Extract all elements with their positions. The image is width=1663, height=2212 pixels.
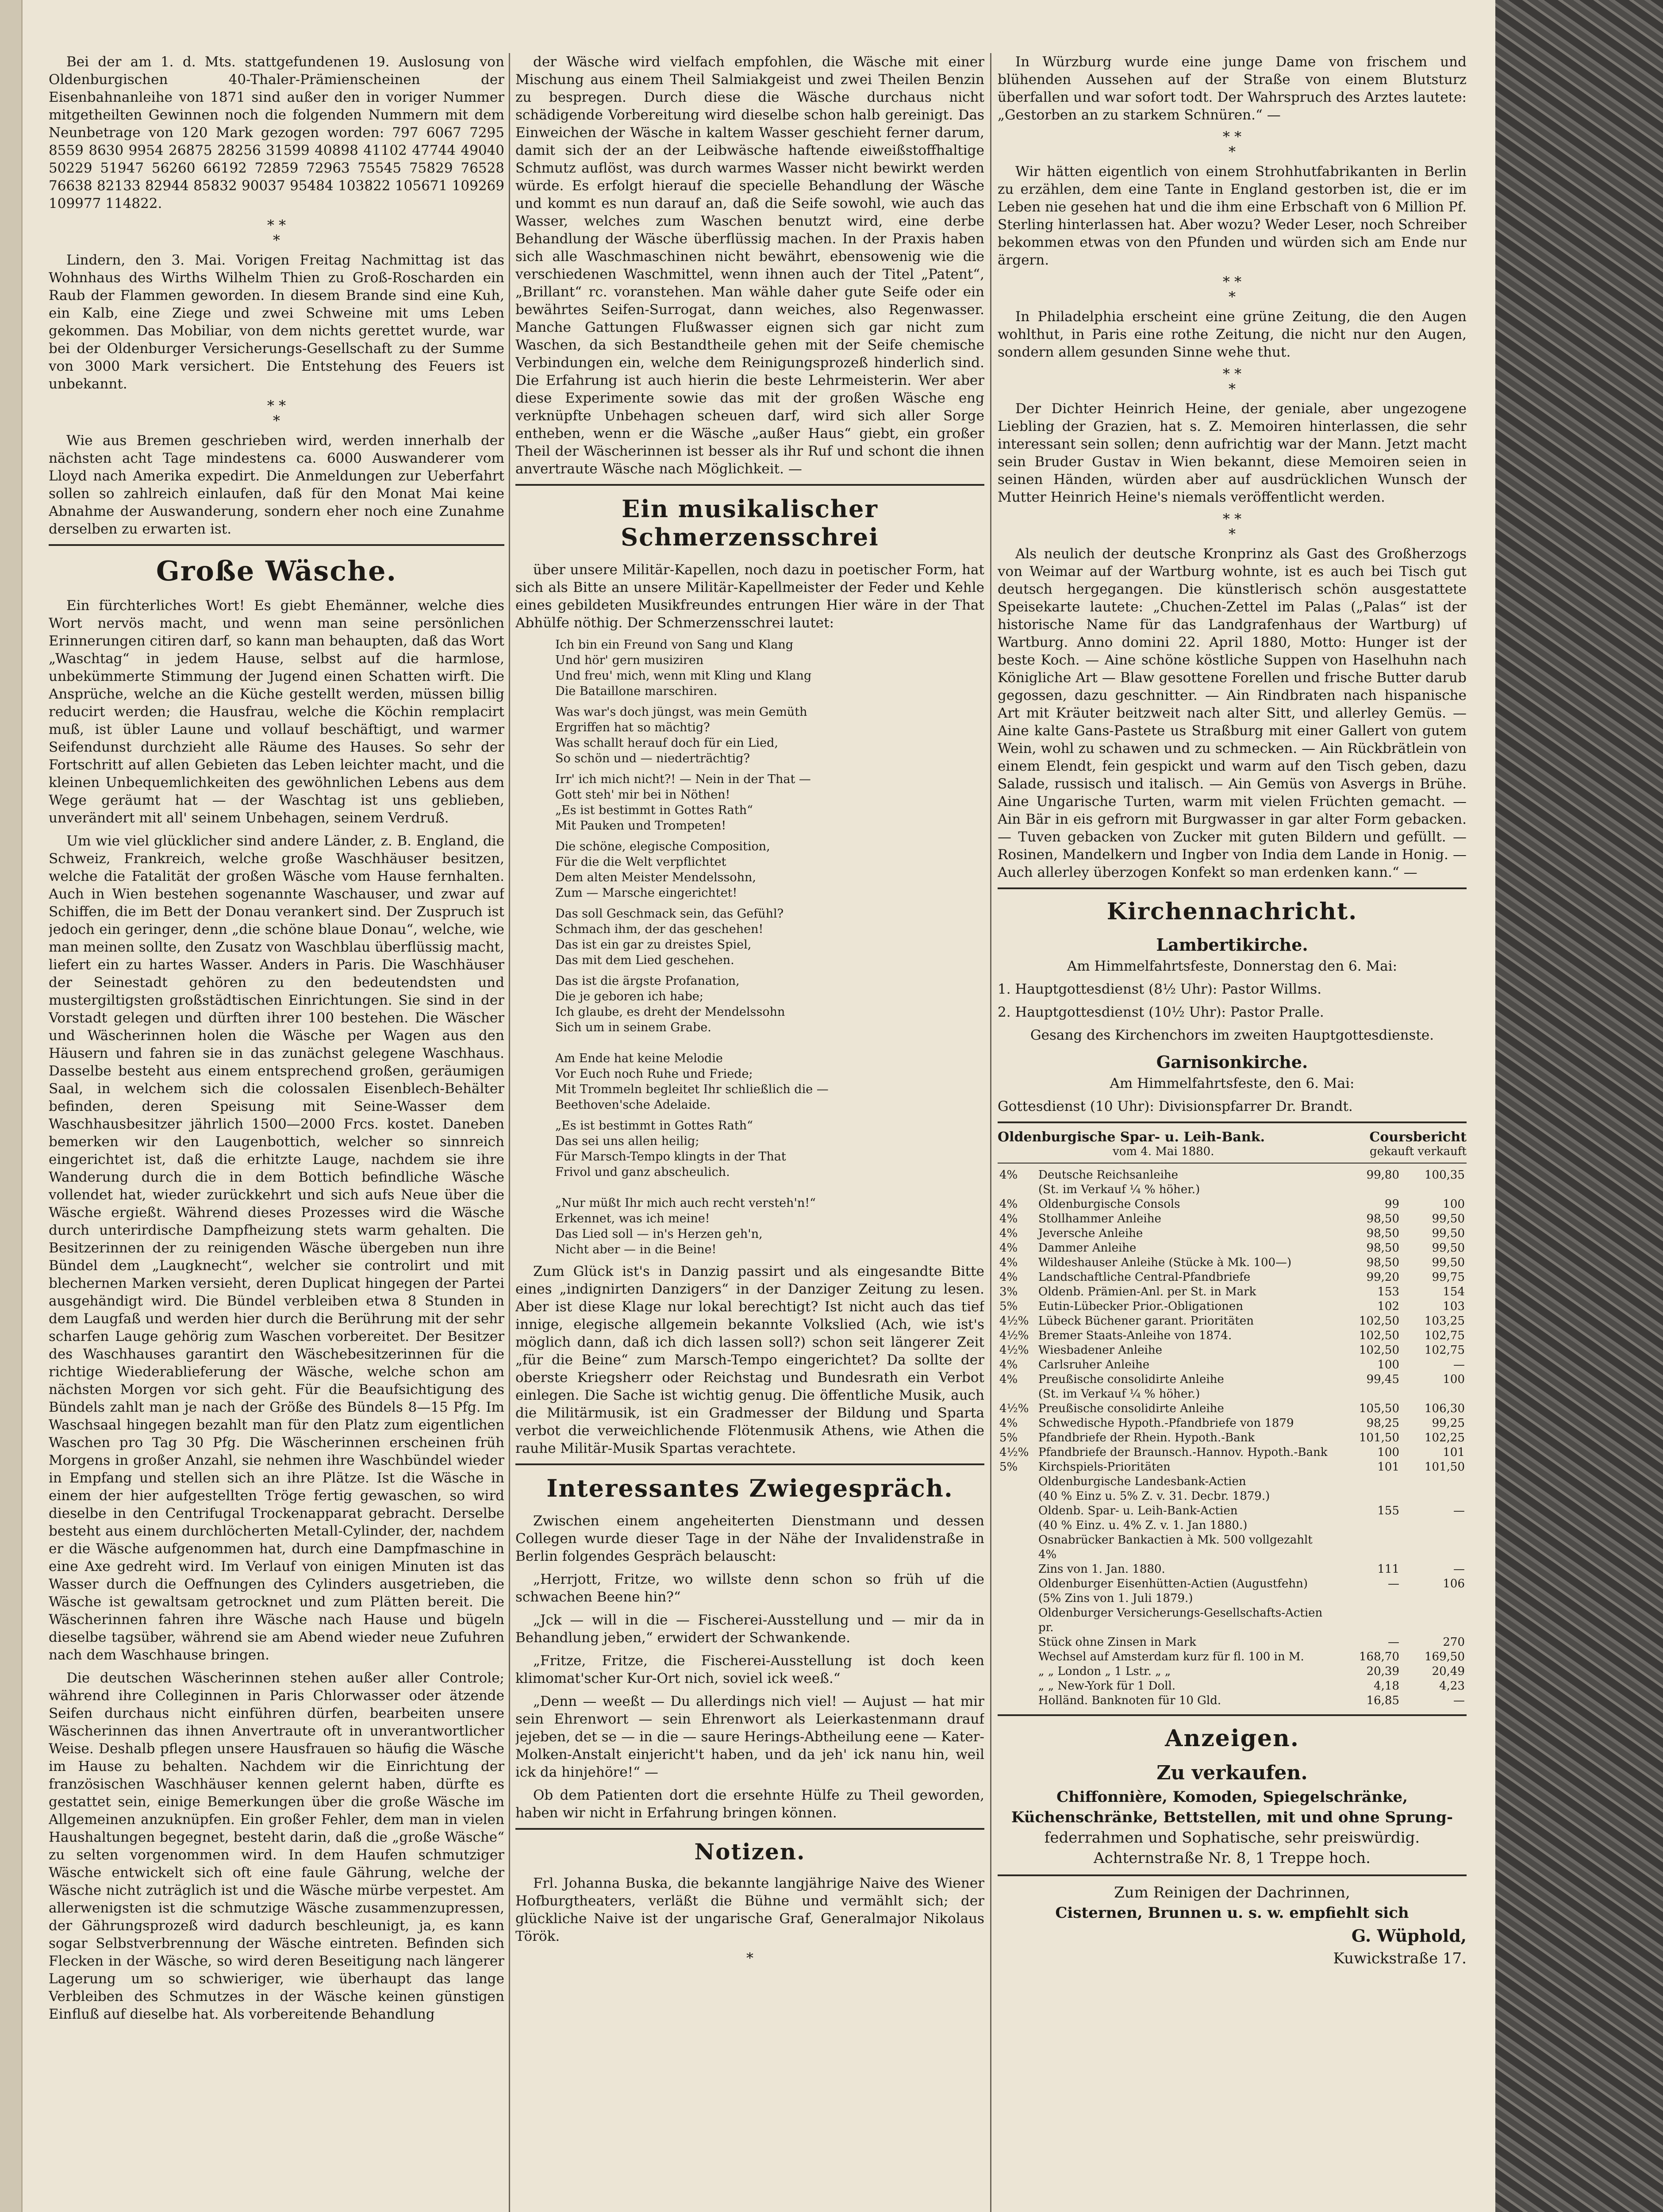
rate-percent: 4%: [999, 1212, 1018, 1225]
rate-percent: [998, 1650, 1037, 1664]
rate-bought: 99,80: [1366, 1168, 1399, 1182]
rate-bought: [1336, 1387, 1401, 1402]
rates-row: [998, 1241, 1467, 1256]
rates-row: [998, 1256, 1467, 1270]
rate-security: Wiesbadener Anleihe: [1038, 1344, 1162, 1357]
rate-sold: [1401, 1518, 1467, 1533]
separator-stars: * * *: [1222, 273, 1242, 305]
rate-percent: 4%: [999, 1241, 1018, 1255]
rate-bought: —: [1388, 1577, 1399, 1590]
rate-percent: [998, 1475, 1037, 1489]
rate-security: Pfandbriefe der Braunsch.-Hannov. Hypoth.-Bank: [1038, 1446, 1328, 1459]
rate-percent: 4½%: [999, 1402, 1029, 1415]
news-item: Als neulich der deutsche Kronprinz als Gast des Großherzogs von Weimar auf der Wartburg wohnte, ist es auch bei Tisch gut deutsch hergegangen. Die künstlerisch schön ausgestattete Speisekarte lautete: „Chuchen-Zettel im Palas („Palas“ ist der historische Name für das Landgrafenhaus der Wartburg) uf Wartburg. Anno domini 22. April 1880, Motto: Hunger ist der beste Koch. — Aine schöne köstliche Suppen von Haselhuhn nach Königliche Art — Blaw gesottene Forellen und frische Butter darub gegossen, dazu geschnitter. — Ain Rindbraten nach hispanische Art mit Kräuter beitzweit nach alter Sitt, und allerley Gemüs. — Aine kalte Gans-Pastete us Straßburg mit einer Gallert von gutem Wein, wohl zu schawen und zu schmecken. — Ain Rückbrätlein von einem Elendt, fein gespickt und warm auf den Tisch geben, dazu Salade, russisch und italisch. — Ain Gemüs von Asvergs in Brühe. Aine Ungarische Turten, warm mit vielen Früchten gemacht. — Ain Bär in eis gefrorn mit Burgwasser in gar alter Form gebacken. — Tuven gebacken von Zucker mit guten Bildern und gefüllt. — Rosinen, Mandelkern und Ingber von India dem Lande in Honig. — Auch allerley überzogen Konfekt so man erdenken kann.“ —: [998, 546, 1467, 880]
rates-row: [998, 1358, 1467, 1372]
section-rule: [515, 1828, 984, 1830]
rate-sold: 100: [1443, 1373, 1465, 1386]
article-paragraph: Ob dem Patienten dort die ersehnte Hülfe zu Theil geworden, haben wir nicht in Erfahrung bringen können.: [515, 1787, 984, 1821]
section-rule: [998, 1874, 1467, 1876]
service-line: 2. Hauptgottesdienst (10½ Uhr): Pastor Pralle.: [998, 1004, 1324, 1020]
section-rule: [49, 544, 504, 546]
rate-bought: 102,50: [1359, 1314, 1399, 1328]
church-name: Lambertikirche.: [1156, 935, 1308, 955]
rate-security: Stollhammer Anleihe: [1038, 1212, 1161, 1225]
rate-sold: 102,75: [1425, 1344, 1465, 1357]
article-paragraph: Zwischen einem angeheiterten Dienstmann und dessen Collegen wurde dieser Tage in der Nähe der Invalidenstraße in Berlin folgendes Gespräch belauscht:: [515, 1513, 984, 1564]
rate-security: Eutin-Lübecker Prior.-Obligationen: [1038, 1300, 1243, 1313]
rates-table: [998, 1168, 1467, 1708]
rate-bought: [1336, 1518, 1401, 1533]
poem-stanza: Das soll Geschmack sein, das Gefühl? Schmach ihm, der das geschehen! Das ist ein gar zu dreistes Spiel, Das mit dem Lied geschehen.: [555, 907, 784, 967]
rate-security: Dammer Anleihe: [1038, 1241, 1137, 1255]
rate-bought: 111: [1377, 1563, 1399, 1576]
emigration-report: Wie aus Bremen geschrieben wird, werden innerhalb der nächsten acht Tage mindestens ca. 6000 Auswanderer vom Lloyd nach Amerika expedirt. Die Anmeldungen zur Ueberfahrt sollen so zahlreich einlaufen, daß für den Monat Mai keine Abnahme der Auswanderung, sondern eher noch eine Zunahme derselben zu erwarten ist.: [49, 433, 504, 537]
rate-security: Kirchspiels-Prioritäten: [1038, 1460, 1171, 1474]
rate-security: „ „ New-York für 1 Doll.: [1038, 1679, 1176, 1693]
ad-text: Cisternen, Brunnen u. s. w. empfiehlt sich: [1055, 1904, 1409, 1922]
rate-percent: [998, 1533, 1037, 1562]
rate-percent: 4½%: [999, 1329, 1029, 1342]
article-paragraph: „Fritze, Fritze, die Fischerei-Ausstellung ist doch keen klimomat'scher Kur-Ort nich, soviel ick weeß.“: [515, 1653, 984, 1686]
poem-stanza: Irr' ich mich nicht?! — Nein in der That — Gott steh' mir bei in Nöthen! „Es ist bestimmt in Gottes Rath“ Mit Pauken und Trompeten!: [555, 772, 811, 833]
rates-row: [998, 1664, 1467, 1679]
rate-security: „ „ London „ 1 Lstr. „ „: [1038, 1665, 1171, 1678]
poem-stanza: Die schöne, elegische Composition, Für die die Welt verpflichtet Dem alten Meister Mendelssohn, Zum — Marsche eingerichtet!: [555, 840, 770, 900]
rate-sold: 99,25: [1432, 1417, 1465, 1430]
rate-percent: 4%: [999, 1256, 1018, 1269]
rates-row: [998, 1372, 1467, 1387]
rate-security: Wechsel auf Amsterdam kurz für fl. 100 in M.: [1038, 1650, 1304, 1663]
rate-sold: [1401, 1387, 1467, 1402]
service-line: Gottesdienst (10 Uhr): Divisionspfarrer Dr. Brandt.: [998, 1098, 1353, 1114]
news-item: Wir hätten eigentlich von einem Strohhutfabrikanten in Berlin zu erzählen, dem eine Tante in England gestorben ist, die er im Leben nie gesehen hat und die ihm eine Erbschaft von 6 Million Pf. Sterling hinterlassen hat. Aber wozu? Weder Leser, noch Schreiber bekommen etwas von den Pfunden und würden sich am Ende nur ärgern.: [998, 164, 1467, 268]
rates-row: [998, 1431, 1467, 1445]
rate-bought: 153: [1377, 1285, 1399, 1298]
rate-bought: [1336, 1606, 1401, 1635]
rate-security: (St. im Verkauf ¼ % höher.): [1038, 1183, 1200, 1196]
ad-text: federrahmen und Sophatische, sehr preiswürdig.: [1044, 1829, 1420, 1847]
article-title: Ein musikalischer Schmerzensschrei: [621, 495, 879, 551]
news-item: Der Dichter Heinrich Heine, der geniale, aber ungezogene Liebling der Grazien, hat s. Z. Memoiren hinterlassen, die sehr interessant sein sollen; denn aufrichtig war der Mann. Jetzt macht sein Bruder Gustav in Wien bekannt, diese Memoiren seien in seinen Händen, würden aber auf ausdrücklichen Wunsch der Mutter Heinrich Heine's niemals veröffentlicht werden.: [998, 401, 1467, 505]
rate-sold: 99,50: [1432, 1241, 1465, 1255]
rate-percent: [998, 1504, 1037, 1518]
rates-row: [998, 1504, 1467, 1518]
rate-bought: 102,50: [1359, 1344, 1399, 1357]
rate-bought: 20,39: [1366, 1665, 1399, 1678]
rate-sold: 101: [1443, 1446, 1465, 1459]
article-paragraph: „Denn — weeßt — Du allerdings nich viel! — Aujust — hat mir sein Ehrenwort — sein Ehrenwort als Leierkastenmann drauf jejeben, det se — in die — saure Herings-Abtheilung eene — Kater-Molken-Anstalt einjericht't haben, und da jeh' ick nanu hin, weil ick da hinjehöre!“ —: [515, 1694, 984, 1780]
rate-bought: 98,25: [1366, 1417, 1399, 1430]
rate-percent: [998, 1664, 1037, 1679]
rate-sold: 100: [1443, 1198, 1465, 1211]
rate-sold: 169,50: [1425, 1650, 1465, 1663]
rate-percent: [998, 1606, 1037, 1635]
article-paragraph: Ein fürchterliches Wort! Es giebt Ehemänner, welche dies Wort nervös macht, und wenn man seine persönlichen Erinnerungen citiren darf, so kann man behaupten, daß das Wort „Waschtag“ in jedem Hause, selbst auf die harmlose, unbekümmerte Stimmung der Jugend einen Schatten wirft. Die Ansprüche, welche an die Küche gestellt werden, müssen billig reducirt werden; die Hausfrau, welche die Köchin remplacirt muß, ist übler Laune und vollauf beschäftigt, und warmer Seifendunst durchzieht alle Räume des Hauses. So sehr der Fortschritt auf allen Gebieten das Leben leichter macht, und die kleinen Unbequemlichkeiten des gewöhnlichen Lebens aus dem Wege geräumt hat — der Waschtag ist uns geblieben, unverändert mit all' seinem Unbehagen, seinem Verdruß.: [49, 598, 504, 826]
rate-bought: 98,50: [1366, 1256, 1399, 1269]
rate-percent: 5%: [999, 1460, 1018, 1474]
rate-percent: [998, 1635, 1037, 1650]
rate-bought: [1336, 1489, 1401, 1504]
rate-sold: 4,23: [1439, 1679, 1465, 1693]
lottery-notice: Bei der am 1. d. Mts. stattgefundenen 19. Auslosung von Oldenburgischen 40-Thaler-Prämienscheinen der Eisenbahnanleihe von 1871 sind außer den in voriger Nummer mitgetheilten Gewinnen noch die folgenden Nummern mit dem Neunbetrage von 120 Mark gezogen worden: 797 6067 7295 8559 8630 9954 26875 28256 31599 40898 41102 47744 49040 50229 51947 56260 66192 72859 72963 75545 75829 76528 76638 82133 82944 85832 90037 95484 103822 105671 109269 109977 114822.: [49, 54, 504, 211]
rate-sold: 99,50: [1432, 1212, 1465, 1225]
rate-percent: [998, 1183, 1037, 1197]
rate-bought: 99,45: [1366, 1373, 1399, 1386]
rate-percent: [998, 1694, 1037, 1708]
rate-bought: 99: [1384, 1198, 1399, 1211]
rates-row: [998, 1475, 1467, 1489]
rate-sold: 154: [1443, 1285, 1465, 1298]
rates-row: [998, 1387, 1467, 1402]
rate-percent: [998, 1562, 1037, 1577]
section-rule: [515, 484, 984, 486]
section-title: Kirchennachricht.: [1106, 898, 1358, 925]
rate-security: Preußische consolidirte Anleihe: [1038, 1402, 1224, 1415]
rate-bought: 98,50: [1366, 1227, 1399, 1240]
column-divider: [509, 53, 510, 2212]
rate-percent: 4%: [999, 1168, 1018, 1182]
rate-security: Jeversche Anleihe: [1038, 1227, 1143, 1240]
rates-row: [998, 1402, 1467, 1416]
rate-bought: [1336, 1533, 1401, 1562]
rate-sold: —: [1453, 1563, 1465, 1576]
rate-sold: [1401, 1475, 1467, 1489]
rate-percent: [998, 1679, 1037, 1694]
rate-security: Landschaftliche Central-Pfandbriefe: [1038, 1271, 1251, 1284]
rates-rule: [998, 1163, 1467, 1164]
rates-row: [998, 1329, 1467, 1343]
column-3: [998, 53, 1467, 1969]
rate-percent: 4½%: [999, 1314, 1029, 1328]
column-divider: [990, 53, 991, 2212]
rate-sold: 99,75: [1432, 1271, 1465, 1284]
article-title: Große Wäsche.: [156, 555, 397, 587]
news-item: In Würzburg wurde eine junge Dame von frischem und blühenden Aussehen auf der Straße von einem Blutsturz überfallen und war sofort todt. Der Wahrspruch des Arztes lautete: „Gestorben an zu starkem Schnüren.“ —: [998, 54, 1467, 123]
rates-header: [998, 1129, 1467, 1145]
rate-percent: 4½%: [999, 1446, 1029, 1459]
rate-bought: 4,18: [1374, 1679, 1399, 1693]
rate-percent: 5%: [999, 1300, 1018, 1313]
rate-sold: —: [1453, 1358, 1465, 1371]
rate-percent: 4%: [999, 1373, 1018, 1386]
rate-sold: 20,49: [1432, 1665, 1465, 1678]
ad-text: Küchenschränke, Bettstellen, mit und ohne Sprung-: [1011, 1809, 1453, 1826]
rates-row: [998, 1679, 1467, 1694]
rates-row: [998, 1197, 1467, 1212]
article-title: Notizen.: [694, 1839, 806, 1865]
marbled-binding: [1495, 0, 1663, 2212]
rate-percent: 5%: [999, 1431, 1018, 1444]
separator-stars: * * *: [1222, 365, 1242, 397]
rate-sold: [1401, 1606, 1467, 1635]
column-2: [515, 53, 984, 1969]
news-item: In Philadelphia erscheint eine grüne Zeitung, die den Augen wohlthut, in Paris eine rothe Zeitung, die nicht nur den Augen, sondern allem gesunden Sinne wehe thut.: [998, 309, 1467, 360]
rate-percent: [998, 1387, 1037, 1402]
rates-row: [998, 1445, 1467, 1460]
rate-percent: [998, 1577, 1037, 1591]
article-paragraph: Frl. Johanna Buska, die bekannte langjährige Naive des Wiener Hofburgtheaters, verläßt die Bühne und vermählt sich; der glückliche Naive ist der ungarische Graf, Generalmajor Nikolaus Török.: [515, 1875, 984, 1944]
rate-sold: —: [1453, 1694, 1465, 1707]
rates-row: [998, 1270, 1467, 1285]
poem-stanza: Ich bin ein Freund von Sang und Klang Und hör' gern musiziren Und freu' mich, wenn mit Kling und Klang Die Bataillone marschiren.: [555, 638, 812, 698]
rate-bought: —: [1388, 1636, 1399, 1649]
separator-stars: * * *: [267, 397, 286, 429]
rate-percent: [998, 1518, 1037, 1533]
rate-percent: 4%: [999, 1271, 1018, 1284]
rate-percent: [998, 1489, 1037, 1504]
rate-security: Wildeshauser Anleihe (Stücke à Mk. 100—): [1038, 1256, 1292, 1269]
rates-columns: gekauft verkauft: [1370, 1145, 1467, 1158]
rate-bought: 101: [1377, 1460, 1399, 1474]
rate-security: Oldenb. Prämien-Anl. per St. in Mark: [1038, 1285, 1256, 1298]
section-rule: [998, 1714, 1467, 1716]
rate-sold: 103: [1443, 1300, 1465, 1313]
ad-text: Zum Reinigen der Dachrinnen,: [1114, 1884, 1350, 1901]
section-rule: [515, 1463, 984, 1465]
rate-sold: 99,50: [1432, 1256, 1465, 1269]
article-title: Interessantes Zwiegespräch.: [546, 1474, 953, 1502]
rate-sold: 103,25: [1425, 1314, 1465, 1328]
rate-security: Bremer Staats-Anleihe von 1874.: [1038, 1329, 1232, 1342]
article-paragraph: Zum Glück ist's in Danzig passirt und als eingesandte Bitte eines „indignirten Danzigers“ in der Danziger Zeitung zu lesen. Aber ist diese Klage nur lokal berechtigt? Ist nicht auch das tief innige, elegische allgemein bekannte Volkslied (Ach, wie ist's möglich dann, daß ich dich lassen soll?) schon seit längerer Zeit „für die Beine“ zum Marsch-Tempo eingerichtet? Da sollte der oberste Kriegsherr oder Reichstag und Bundesrath ein Verbot einlegen. Die Sache ist wichtig genug. Die öffentliche Musik, auch die Militärmusik, ist ein Gradmesser der Bildung und Sparta verbot die verweichlichende Flötenmusik Athens, wie Athen die rauhe Militär-Musik Spartas verachtete.: [515, 1263, 984, 1456]
ad-address: Achternstraße Nr. 8, 1 Treppe hoch.: [1094, 1849, 1371, 1867]
rate-security: Zins von 1. Jan. 1880.: [1038, 1563, 1165, 1576]
rates-row: [998, 1183, 1467, 1197]
separator-stars: * * *: [1222, 128, 1242, 160]
rate-security: Osnabrücker Bankactien à Mk. 500 vollgezahlt 4%: [1038, 1533, 1313, 1561]
article-paragraph: Die deutschen Wäscherinnen stehen außer aller Controle; während ihre Colleginnen in Paris Chlorwasser oder ätzende Seifen durchaus nicht einführen dürfen, bearbeiten unsere Wäscherinnen das ihnen Anvertraute oft in unverantwortlicher Weise. Deshalb pflegen unsere Hausfrauen so häufig die Wäsche im Hause zu behalten. Nachdem wir die Einrichtung der französischen Waschhäuser kennen gelernt haben, dürfte es gestattet sein, einige Bemerkungen über die große Wäsche im Allgemeinen anzuknüpfen. Ein großer Fehler, dem man in vielen Haushaltungen begegnet, besteht darin, daß die „große Wäsche“ zu selten vorgenommen wird. In dem Haufen schmutziger Wäsche entwickelt sich oft eine faule Gährung, welche der Wäsche nicht zuträglich ist und die Wäsche mürbe verpestet. Am allerwenigsten ist die schmutzige Wäsche zusammenzupressen, der Gährungsprozeß wird dadurch beschleunigt, ja, es kann sogar Selbstverbrennung der Wäsche eintreten. Befinden sich Flecken in der Wäsche, so wird deren Beseitigung nach längerer Lagerung um so schwieriger, wie überhaupt das lange Verbleiben des Schmutzes in der Wäsche keinen günstigen Einfluß auf dieselbe hat. Als vorbereitende Behandlung: [49, 1670, 504, 2022]
rates-row: [998, 1489, 1467, 1504]
article-paragraph: über unsere Militär-Kapellen, noch dazu in poetischer Form, hat sich als Bitte an unsere Militär-Kapellmeister der Feder und Kehle eines gebildeten Musikfreundes entrungen Hier wäre in der That Abhülfe nöthig. Der Schmerzensschrei lautet:: [515, 562, 984, 631]
rate-security: Schwedische Hypoth.-Pfandbriefe von 1879: [1038, 1417, 1294, 1430]
rates-row: [998, 1562, 1467, 1577]
rate-bought: 102,50: [1359, 1329, 1399, 1342]
rate-percent: 3%: [999, 1285, 1018, 1298]
rates-row: [998, 1577, 1467, 1591]
rates-title: Oldenburgische Spar- u. Leih-Bank.: [998, 1129, 1265, 1145]
rates-row: [998, 1650, 1467, 1664]
article-paragraph: „Jck — will in die — Fischerei-Ausstellung und — mir da in Behandlung jeben,“ erwidert der Schwankende.: [515, 1612, 984, 1646]
rate-bought: 105,50: [1359, 1402, 1399, 1415]
rates-row: [998, 1343, 1467, 1358]
service-date: Am Himmelfahrtsfeste, Donnerstag den 6. Mai:: [1067, 958, 1398, 974]
rate-sold: [1401, 1183, 1467, 1197]
fire-report: Lindern, den 3. Mai. Vorigen Freitag Nachmittag ist das Wohnhaus des Wirths Wilhelm Thien zu Groß-Roscharden ein Raub der Flammen geworden. In diesem Brande sind eine Kuh, ein Kalb, eine Ziege und zwei Schweine mit ums Leben gekommen. Das Mobiliar, von dem nichts gerettet wurde, war bei der Oldenburger Versicherungs-Gesellschaft zu der Summe von 3000 Mark versichert. Die Entstehung des Feuers ist unbekannt.: [49, 252, 504, 392]
section-rule: [998, 887, 1467, 889]
rate-percent: 4%: [999, 1417, 1018, 1430]
rate-sold: 270: [1443, 1636, 1465, 1649]
rate-bought: [1336, 1183, 1401, 1197]
rates-date: vom 4. Mai 1880.: [1113, 1145, 1214, 1158]
rates-row: [998, 1212, 1467, 1226]
rates-row: [998, 1168, 1467, 1183]
rates-row: [998, 1460, 1467, 1475]
rate-security: Oldenburger Eisenhütten-Actien (Augustfehn): [1038, 1577, 1308, 1590]
rates-subheader: [998, 1145, 1467, 1158]
rate-percent: 4½%: [999, 1344, 1029, 1357]
rate-sold: [1401, 1591, 1467, 1606]
rates-row: [998, 1285, 1467, 1299]
rate-security: Preußische consolidirte Anleihe: [1038, 1373, 1224, 1386]
rate-security: Pfandbriefe der Rhein. Hypoth.-Bank: [1038, 1431, 1255, 1444]
rate-percent: 4%: [999, 1198, 1018, 1211]
ad-heading: Zu verkaufen.: [1156, 1762, 1308, 1784]
rate-security: Deutsche Reichsanleihe: [1038, 1168, 1179, 1182]
rate-security: (40 % Einz u. 5% Z. v. 31. Decbr. 1879.): [1038, 1490, 1270, 1503]
rate-security: Oldenb. Spar- u. Leih-Bank-Actien: [1038, 1504, 1238, 1517]
rate-security: Oldenburgische Landesbank-Actien: [1038, 1475, 1246, 1488]
article-paragraph: der Wäsche wird vielfach empfohlen, die Wäsche mit einer Mischung aus einem Theil Salmiakgeist und zwei Theilen Benzin zu bespregen. Durch diese die Wäsche durchaus nicht schädigende Vorbereitung wird dieselbe schon halb gereinigt. Das Einweichen der Wäsche in kaltem Wasser geschieht ferner darum, damit sich der an der Leibwäsche haftende eiweißstoffhaltige Schmutz auflöst, was durch warmes Wasser nicht bewirkt werden würde. Es erfolgt hierauf die specielle Behandlung der Wäsche und kommt es nun darauf an, daß die Seife sowohl, wie auch das Wasser, welches zum Waschen benutzt wird, eine derbe Behandlung der Wäsche überflüssig machen. In der Praxis haben sich alle Waschmaschinen nicht bewährt, ebensowenig wie die verschiedenen Waschmittel, wenn ihnen auch der Titel „Patent“, „Brillant“ rc. voranstehen. Man wähle daher gute Seife oder ein bewährtes Seifen-Surrogat, dann weiches, also Regenwasser. Manche Gattungen Flußwasser eignen sich gar nicht zum Waschen, da sich Bestandtheile gehen mit der Seife chemische Verbindungen ein, welche dem Reinigungsprozeß hinderlich sind. Die Erfahrung ist auch hierin die beste Lehrmeisterin. Wer aber diese Experimente sowie das mit der großen Wäsche eng verknüpfte Unbehagen scheuen darf, wird sich aller Sorge entheben, wenn er die Wäsche „außer Haus“ giebt, ein großer Theil der Wäscherinnen ist besser als ihr Ruf und schont die ihnen anvertraute Wäsche nach Möglichkeit. —: [515, 54, 984, 477]
separator-stars: * * *: [1222, 511, 1242, 542]
rates-row: [998, 1518, 1467, 1533]
rate-security: Stück ohne Zinsen in Mark: [1038, 1636, 1196, 1649]
rate-bought: 100: [1377, 1446, 1399, 1459]
rate-bought: 101,50: [1359, 1431, 1399, 1444]
rate-security: Lübeck Büchener garant. Prioritäten: [1038, 1314, 1254, 1328]
rate-sold: 106,30: [1425, 1402, 1465, 1415]
previous-page-edge: [0, 0, 23, 2212]
rate-sold: 101,50: [1425, 1460, 1465, 1474]
rate-percent: 4%: [999, 1358, 1018, 1371]
rates-row: [998, 1416, 1467, 1431]
rate-percent: 4%: [999, 1227, 1018, 1240]
service-date: Am Himmelfahrtsfeste, den 6. Mai:: [1110, 1075, 1355, 1091]
rate-sold: 100,35: [1425, 1168, 1465, 1182]
poem-stanza: Das ist die ärgste Profanation, Die je geboren ich habe; Ich glaube, es dreht der Mendelssohn Sich um in seinem Grabe. Am Ende hat keine Melodie Vor Euch noch Ruhe und Friede; Mit Trommeln begleitet Ihr schließlich die — Beethoven'sche Adelaide.: [555, 974, 829, 1112]
rates-row: [998, 1226, 1467, 1241]
rate-sold: 106: [1443, 1577, 1465, 1590]
column-1: [49, 53, 504, 2028]
poem-stanza: Was war's doch jüngst, was mein Gemüth Ergriffen hat so mächtig? Was schallt herauf doch für ein Lied, So schön und — niederträchtig?: [555, 705, 807, 765]
rates-row: [998, 1533, 1467, 1562]
rates-row: [998, 1694, 1467, 1708]
rate-security: Oldenburgische Consols: [1038, 1198, 1180, 1211]
rate-bought: 155: [1377, 1504, 1399, 1517]
separator-stars: * * *: [267, 217, 286, 249]
rates-kind: Coursbericht: [1369, 1129, 1467, 1145]
rate-sold: 102,75: [1425, 1329, 1465, 1342]
rate-sold: 102,25: [1425, 1431, 1465, 1444]
rate-bought: 16,85: [1366, 1694, 1399, 1707]
ad-text: Chiffonnière, Komoden, Spiegelschränke,: [1056, 1788, 1408, 1806]
rate-sold: —: [1453, 1504, 1465, 1517]
rate-bought: 100: [1377, 1358, 1399, 1371]
article-paragraph: „Herrjott, Fritze, wo willste denn schon so früh uf die schwachen Beene hin?“: [515, 1571, 984, 1605]
rate-bought: [1336, 1475, 1401, 1489]
rate-security: (St. im Verkauf ¼ % höher.): [1038, 1387, 1200, 1401]
rate-bought: [1336, 1591, 1401, 1606]
rates-row: [998, 1314, 1467, 1329]
ad-advertiser: G. Wüphold,: [1351, 1926, 1467, 1946]
rate-bought: 98,50: [1366, 1241, 1399, 1255]
service-line: 1. Hauptgottesdienst (8½ Uhr): Pastor Willms.: [998, 981, 1322, 997]
article-paragraph: Um wie viel glücklicher sind andere Länder, z. B. England, die Schweiz, Frankreich, welche große Waschhäuser besitzen, welche die Fatalität der großen Wäsche vom Hause fernhalten. Auch in Wien bestehen sogenannte Waschauser, und zwar auf Schiffen, die im Bett der Donau verankert sind. Der Zuspruch ist jedoch ein geringer, denn „die schöne blaue Donau“, welche, wie man meinen sollte, den Zusatz von Waschblau überflüssig macht, liefert ein zu hartes Wasser. Anders in Paris. Die Waschhäuser der Seinestadt gehören zu den bedeutendsten und mustergiltigsten großstädtischen Einrichtungen. Sie sind in der Vorstadt gelegen und dürften ihrer 100 bestehen. Die Wäscher und Wäscherinnen holen die Wäsche per Wagen aus den Häusern und fahren sie in das zunächst gelegene Waschhaus. Dasselbe besteht aus einem entsprechend großen, geräumigen Saal, in welchem sich die colossalen Eisenblech-Behälter befinden, deren Speisung mit Seine-Wasser dem Waschhausbesitzer jährlich 1500—2000 Frcs. kostet. Daneben bemerken wir den Laugenbottich, welcher so sinnreich eingerichtet ist, daß die erhitzte Lauge, nachdem sie ihre Wanderung durch die in dem Bottich befindliche Wäsche vollendet hat, wieder zurückkehrt und sich aufs Neue über die Wäsche ergießt. Während dieses Prozesses wird die Wäsche durch unterirdische Dampfheizung stets warm gehalten. Die Besitzerinnen der zu reinigenden Wäsche übergeben nun ihre Bündel dem „Laugknecht“, welcher sie controlirt und mit blechernen Marken versieht, deren Duplicat hingegen der Partei ausgehändigt wird. Die Bündel verbleiben etwa 8 Stunden in dem Laugfaß und werden hier durch die Berührung mit der sehr scharfen Lauge gehörig zum Waschen vorbereitet. Der Besitzer des Waschhauses garantirt den Wäschebesitzerinnen für die richtige Wiederablieferung der Wäsche, welche schon am nächsten Morgen vor sich geht. Für die Beaufsichtigung des Bündels zahlt man je nach der Größe des Bündels 8—15 Pfg. Im Waschsaal hingegen bezahlt man für den Platz zum eigentlichen Waschen pro Tag 30 Pfg. Die Wäscherinnen erscheinen früh Morgens in großer Anzahl, sie nehmen ihre Waschbündel wieder in Empfang und stellen sich an ihre Plätze. Ist die Wäsche in einem der hier aufgestellten Tröge fertig gewaschen, so wird dieselbe in den Centrifugal Trockenapparat gebracht. Derselbe besteht aus einem durchlöcherten Metall-Cylinder, der, nachdem er die Wäsche aufgenommen hat, durch eine Dampfmaschine in eine Axe gedreht wird. Im Verlauf von einigen Minuten ist das Wasser durch die Oeffnungen des Cylinders ausgetrieben, die Wäsche ist gewaltsam getrocknet und zum Plätten bereit. Die Wäscherinnen fahren ihre Wäsche nach Hause und bügeln dieselbe tagsüber, während sie am Abend wieder neue Zufuhren nach dem Waschhause bringen.: [49, 833, 504, 1663]
rate-security: Holländ. Banknoten für 10 Gld.: [1038, 1694, 1221, 1707]
rates-row: [998, 1591, 1467, 1606]
rate-sold: [1401, 1489, 1467, 1504]
service-note: Gesang des Kirchenchors im zweiten Hauptgottesdienste.: [1030, 1027, 1434, 1043]
rate-security: (40 % Einz. u. 4% Z. v. 1. Jan 1880.): [1038, 1519, 1248, 1532]
rate-security: (5% Zins von 1. Juli 1879.): [1038, 1592, 1193, 1605]
rate-percent: [998, 1591, 1037, 1606]
rates-row: [998, 1635, 1467, 1650]
rate-security: Carlsruher Anleihe: [1038, 1358, 1150, 1371]
rate-sold: [1401, 1533, 1467, 1562]
rates-row: [998, 1606, 1467, 1635]
rate-security: Oldenburger Versicherungs-Gesellschafts-Actien pr.: [1038, 1606, 1323, 1634]
poem-stanza: „Es ist bestimmt in Gottes Rath“ Das sei uns allen heilig; Für Marsch-Tempo klingts in der That Frivol und ganz abscheulich. „Nur müßt Ihr mich auch recht versteh'n!“ Erkennet, was ich meine! Das Lied soll — in's Herzen geh'n, Nicht aber — in die Beine!: [555, 1119, 816, 1256]
rates-row: [998, 1299, 1467, 1314]
rate-sold: 99,50: [1432, 1227, 1465, 1240]
separator-stars: *: [746, 1950, 753, 1966]
rate-bought: 99,20: [1366, 1271, 1399, 1284]
rate-bought: 102: [1377, 1300, 1399, 1313]
section-title: Anzeigen.: [1165, 1725, 1299, 1752]
church-name: Garnisonkirche.: [1156, 1052, 1308, 1072]
rate-bought: 98,50: [1366, 1212, 1399, 1225]
rate-bought: 168,70: [1359, 1650, 1399, 1663]
ad-address: Kuwickstraße 17.: [1333, 1950, 1467, 1967]
section-rule: [998, 1121, 1467, 1123]
